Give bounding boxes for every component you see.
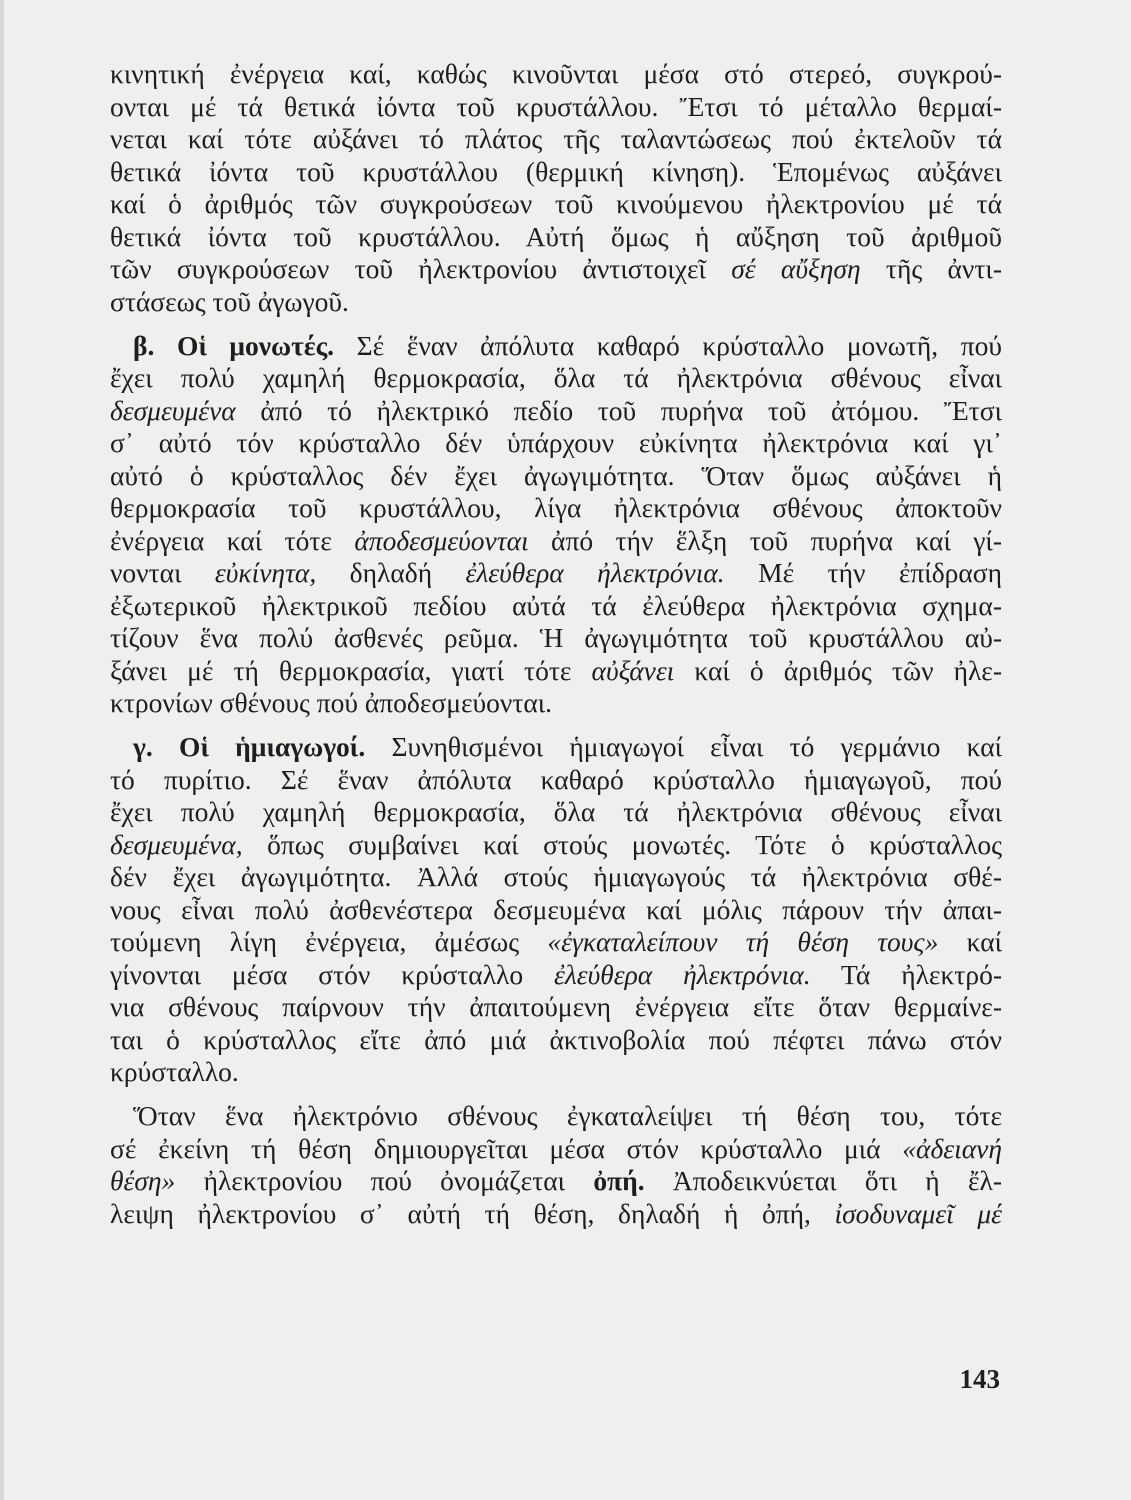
bold-text: β. Οἱ μονωτές. <box>133 329 335 361</box>
italic-text: αὐξάνει <box>591 654 675 686</box>
text-line <box>110 796 1002 829</box>
text-line <box>110 221 1002 254</box>
scan-edge <box>0 0 4 1500</box>
text-run: ἠλεκτρονίου πού ὀνομάζεται <box>175 1165 594 1196</box>
text-line <box>110 991 1002 1024</box>
text-run: ἐξωτερικοῦ ἠλεκτρικοῦ πεδίου αὐτά τά ἐλεύθερα ἠλεκτρόνια σχημα- <box>110 589 1002 621</box>
text-run: κρύσταλλο. <box>110 1056 239 1087</box>
text-run: νεται καί τότε αὐξάνει τό πλάτος τῆς ταλαντώσεως πού ἐκτελοῦν τά <box>110 123 1002 154</box>
text-run: τούμενη λίγη ἐνέργεια, ἀμέσως <box>110 926 548 957</box>
text-run: λειψη ἠλεκτρονίου σ᾽ αὐτή τή θέση, δηλαδή ἡ ὀπή, <box>110 1197 835 1229</box>
italic-text: δεσμευμένα, <box>110 828 243 860</box>
text-line <box>110 1165 1002 1198</box>
text-line <box>110 829 1002 862</box>
text-run: καί ὁ ἀριθμός τῶν ἠλε- <box>674 654 1003 686</box>
page-number: 143 <box>959 1364 1000 1394</box>
text-run: ἐνέργεια καί τότε <box>110 524 355 556</box>
italic-text: ἀποδεσμεύονται <box>354 524 529 556</box>
text-line <box>110 156 1002 189</box>
text-run: ἀπό τήν ἕλξη τοῦ πυρήνα καί γί- <box>528 524 1002 556</box>
text-run: κινητική ἐνέργεια καί, καθώς κινοῦνται μέσα στό στερεό, συγκρού- <box>110 58 1002 89</box>
text-run: τῶν συγκρούσεων τοῦ ἠλεκτρονίου ἀντιστοιχεῖ <box>110 253 732 284</box>
text-run: τῆς ἀντι- <box>860 253 1002 284</box>
text-line <box>110 395 1002 428</box>
text-run: Συνηθισμένοι ἡμιαγωγοί εἶναι τό γερμάνιο καί <box>365 731 1002 762</box>
text-run: ἀπό τό ἠλεκτρικό πεδίο τοῦ πυρήνα τοῦ ἀτόμου. Ἔτσι <box>235 394 1002 426</box>
text-line <box>110 861 1002 894</box>
text-run: στάσεως τοῦ ἀγωγοῦ. <box>110 285 349 317</box>
text-line <box>110 253 1002 286</box>
text-line <box>110 622 1002 655</box>
text-run: ονται μέ τά θετικά ἰόντα τοῦ κρυστάλλου. Ἔτσι τό μέταλλο θερμαί- <box>110 90 1002 122</box>
bold-text: γ. Οἱ ἡμιαγωγοί. <box>133 731 366 762</box>
text-line <box>110 58 1002 91</box>
italic-text: «ἐγκαταλείπουν τή θέση τους» <box>547 926 939 957</box>
text-line <box>110 1100 1002 1133</box>
text-line <box>110 123 1002 156</box>
text-run: νους εἶναι πολύ ἀσθενέστερα δεσμευμένα καί μόλις πάρουν τήν ἀπαι- <box>110 893 1002 925</box>
text-run: Σέ ἕναν ἀπόλυτα καθαρό κρύσταλλο μονωτῆ, πού <box>334 329 1002 361</box>
italic-text: θέση» <box>110 1165 176 1196</box>
text-line <box>110 492 1002 525</box>
text-run: Μέ τήν ἐπίδραση <box>724 557 1002 588</box>
text-run: ται ὁ κρύσταλλος εἴτε ἀπό μιά ἀκτινοβολία πού πέφτει πάνω στόν <box>110 1023 1002 1055</box>
text-line <box>110 590 1002 623</box>
text-line <box>110 1024 1002 1057</box>
text-run: ἔχει πολύ χαμηλή θερμοκρασία, ὅλα τά ἠλεκτρόνια σθένους εἶναι <box>110 362 1002 393</box>
text-line <box>110 188 1002 221</box>
text-run: Τά ἠλεκτρό- <box>810 958 1002 990</box>
page-body <box>110 58 1002 1242</box>
text-run: ξάνει μέ τή θερμοκρασία, γιατί τότε <box>110 654 592 686</box>
text-line <box>110 655 1002 688</box>
text-line <box>110 427 1002 460</box>
text-line <box>110 91 1002 124</box>
paragraph <box>110 1100 1002 1230</box>
text-line <box>110 1056 1002 1089</box>
text-run: δηλαδή <box>316 557 466 588</box>
text-run: Ὅταν ἕνα ἠλεκτρόνιο σθένους ἐγκαταλείψει τή θέση του, τότε <box>133 1100 1002 1131</box>
text-run: καί ὁ ἀριθμός τῶν συγκρούσεων τοῦ κινούμενου ἠλεκτρονίου μέ τά <box>110 188 1002 219</box>
text-line <box>110 460 1002 493</box>
text-run: σέ ἐκείνη τή θέση δημιουργεῖται μέσα στόν κρύσταλλο μιά <box>110 1132 903 1164</box>
text-line <box>110 894 1002 927</box>
text-line <box>110 286 1002 319</box>
italic-text: «ἀδειανή <box>902 1132 1002 1164</box>
text-run: κτρονίων σθένους πού ἀποδεσμεύονται. <box>110 687 553 718</box>
text-line <box>110 926 1002 959</box>
text-run: θετικά ἰόντα τοῦ κρυστάλλου (θερμική κίνηση). Ἑπομένως αὐξάνει <box>110 155 1002 187</box>
text-run: νια σθένους παίρνουν τήν ἀπαιτούμενη ἐνέργεια εἴτε ὅταν θερμαίνε- <box>110 991 1002 1022</box>
italic-text: εὐκίνητα, <box>214 557 317 588</box>
text-line <box>110 731 1002 764</box>
text-run: γίνονται μέσα στόν κρύσταλλο <box>110 958 555 990</box>
paragraph <box>110 330 1002 720</box>
text-run: δέν ἔχει ἀγωγιμότητα. Ἀλλά στούς ἡμιαγωγούς τά ἠλεκτρόνια σθέ- <box>110 861 1002 892</box>
text-line <box>110 764 1002 797</box>
text-run: νονται <box>110 557 215 588</box>
paragraph <box>110 58 1002 318</box>
italic-text: δεσμευμένα <box>110 394 236 426</box>
text-run: Ἀποδεικνύεται ὅτι ἡ ἔλ- <box>644 1165 1002 1196</box>
bold-text: ὀπή. <box>593 1165 645 1196</box>
text-run: θερμοκρασία τοῦ κρυστάλλου, λίγα ἠλεκτρόνια σθένους ἀποκτοῦν <box>110 492 1002 523</box>
text-run: θετικά ἰόντα τοῦ κρυστάλλου. Αὐτή ὅμως ἡ αὔξηση τοῦ ἀριθμοῦ <box>110 220 1002 252</box>
text-run: ὅπως συμβαίνει καί στούς μονωτές. Τότε ὁ κρύσταλλος <box>242 828 1002 860</box>
italic-text: ἐλεύθερα ἠλεκτρόνια. <box>554 958 811 990</box>
text-line <box>110 557 1002 590</box>
text-run: τίζουν ἕνα πολύ ἀσθενές ρεῦμα. Ἡ ἀγωγιμότητα τοῦ κρυστάλλου αὐ- <box>110 622 1002 653</box>
italic-text: ἐλεύθερα ἠλεκτρόνια. <box>465 557 725 588</box>
text-line <box>110 687 1002 720</box>
paragraph <box>110 731 1002 1089</box>
text-line <box>110 959 1002 992</box>
italic-text: σέ αὔξηση <box>731 253 861 284</box>
text-line <box>110 330 1002 363</box>
text-run: τό πυρίτιο. Σέ ἕναν ἀπόλυτα καθαρό κρύσταλλο ἡμιαγωγοῦ, πού <box>110 763 1002 795</box>
text-line <box>110 362 1002 395</box>
text-line <box>110 1133 1002 1166</box>
text-line <box>110 1198 1002 1231</box>
text-run: σ᾽ αὐτό τόν κρύσταλλο δέν ὑπάρχουν εὐκίνητα ἠλεκτρόνια καί γι᾽ <box>110 427 1002 458</box>
text-line <box>110 525 1002 558</box>
text-run: καί <box>938 926 1002 957</box>
text-run: ἔχει πολύ χαμηλή θερμοκρασία, ὅλα τά ἠλεκτρόνια σθένους εἶναι <box>110 796 1002 827</box>
italic-text: ἰσοδυναμεῖ μέ <box>834 1197 1002 1229</box>
text-run: αὐτό ὁ κρύσταλλος δέν ἔχει ἀγωγιμότητα. Ὅταν ὅμως αὐξάνει ἡ <box>110 459 1002 491</box>
